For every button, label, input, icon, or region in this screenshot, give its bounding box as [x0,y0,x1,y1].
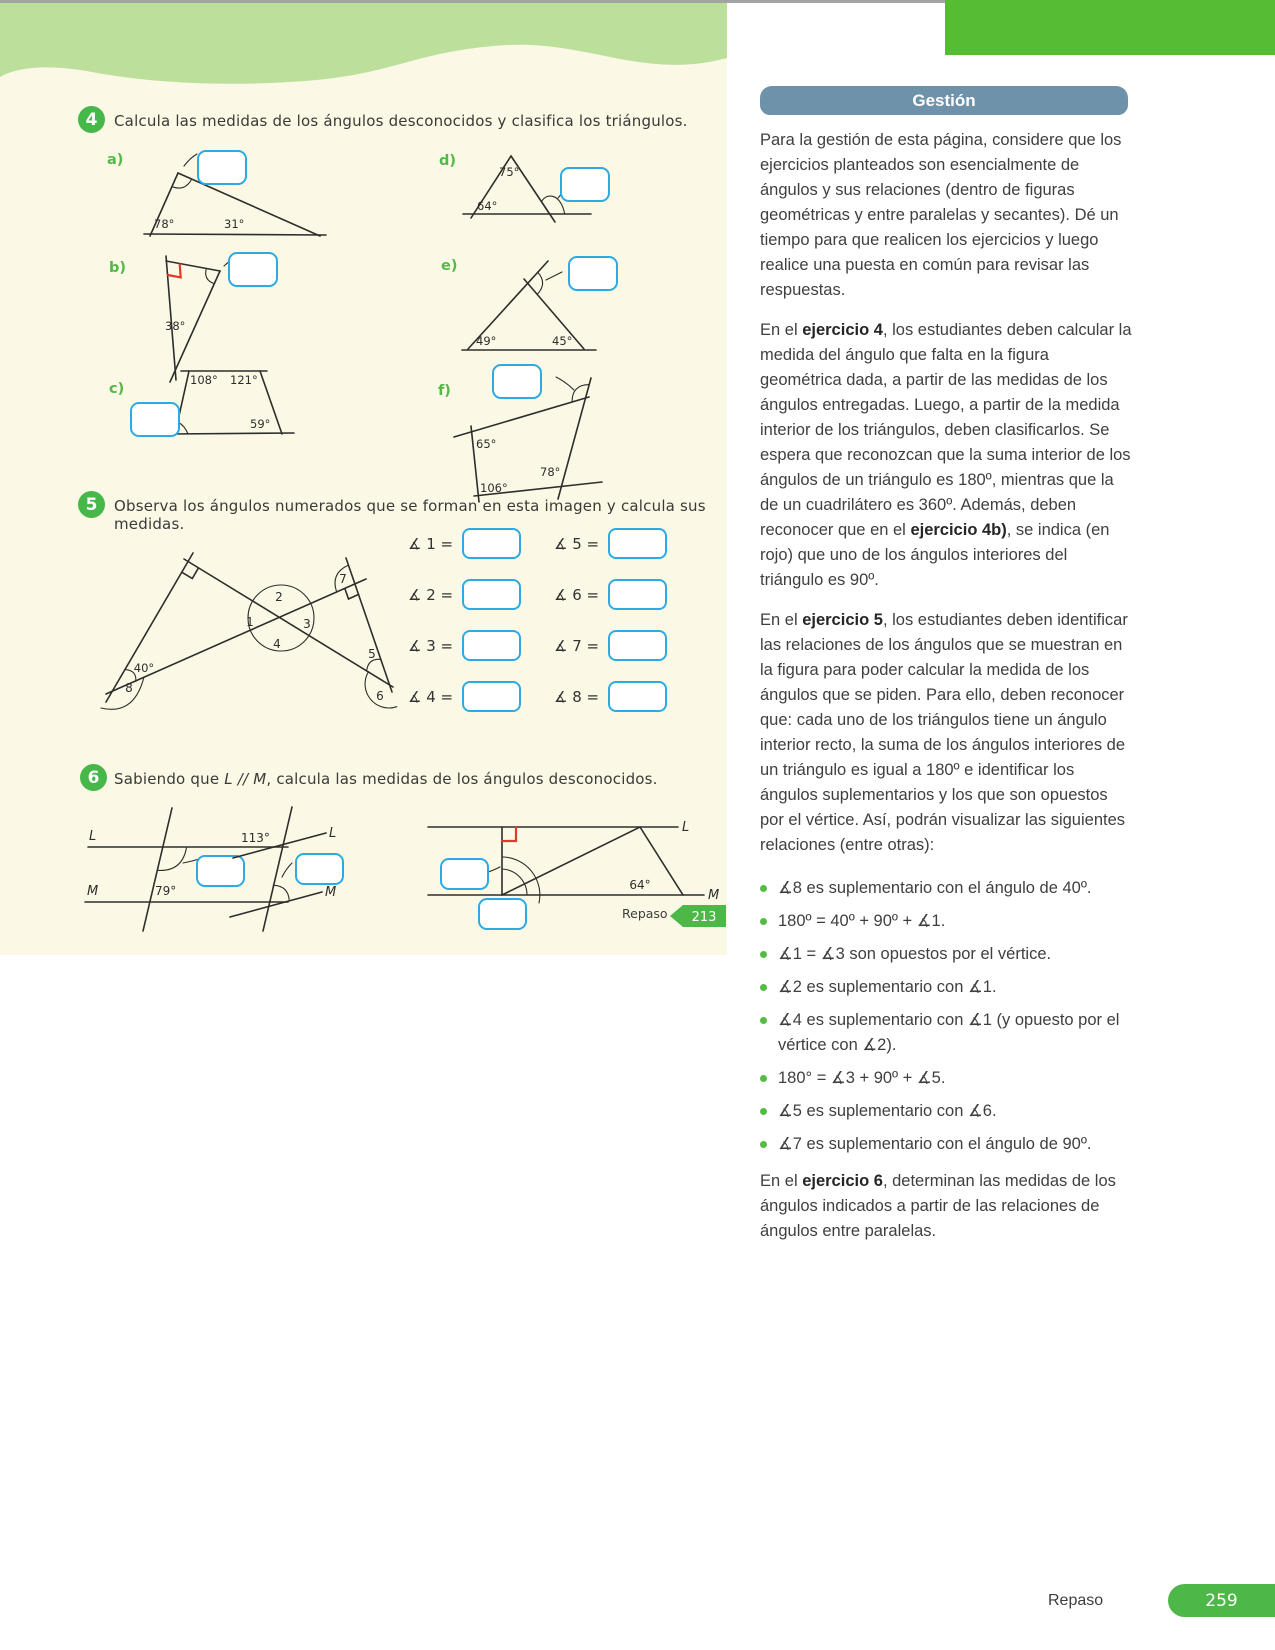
ex5-angle-label: ∡ 3 = [408,636,454,655]
svg-text:59°: 59° [250,417,271,431]
svg-text:1: 1 [246,615,254,629]
ex5-answer-box [462,681,521,712]
answer-box-6b [295,853,344,885]
ex5-answer-cell [408,579,521,610]
bullet-text: ∡2 es suplementario con ∡1. [778,978,997,996]
svg-text:49°: 49° [476,334,497,348]
gestion-paragraphs [760,128,1132,858]
figure-4c-trapezoid [168,362,300,444]
gestion-bullet [760,1132,1132,1157]
ex5-answer-box [608,630,667,661]
svg-text:213: 213 [691,910,717,925]
ex5-answer-row [408,528,658,559]
answer-box-4e [568,256,618,291]
gestion-paragraph: En el ejercicio 6, determinan las medidas de los ángulos indicados a partir de las relaciones de ángulos entre paralelas. [760,1172,1116,1240]
bullet-dot-icon [760,984,767,991]
top-green-bar [945,0,1275,55]
ex5-answer-cell [554,630,667,661]
ex5-answer-row [408,681,658,712]
sidebar-page-number-badge: 259 [1168,1584,1275,1617]
item-label-d: d) [439,153,457,169]
gestion-paragraph: Para la gestión de esta página, considere que los ejercicios planteados son esencialmente de ángulos y sus relaciones (dentro de figuras geométricas y entre paralelas y secantes). Dé un tiempo para que realicen los ejercicios y luego realice una puesta en común para revisar las respuestas. [760,131,1122,299]
svg-text:3: 3 [303,617,311,631]
gestion-closing-paragraphs [760,1169,1132,1244]
scan-edge [0,0,945,3]
ex5-answer-cell [554,681,667,712]
exercise-5-answer-grid [408,528,658,732]
svg-text:79°: 79° [155,884,177,898]
item-label-e: e) [441,258,458,274]
answer-box-4a [197,150,247,185]
answer-box-4c [130,402,180,437]
bullet-dot-icon [760,1075,767,1082]
answer-box-4d [560,167,610,202]
bullet-dot-icon [760,951,767,958]
bullet-text: ∡4 es suplementario con ∡1 (y opuesto por el vértice con ∡2). [778,1011,1120,1054]
item-label-f: f) [438,383,451,399]
svg-text:38°: 38° [165,319,186,333]
figure-5-numbered-angles [98,522,403,717]
svg-text:2: 2 [275,590,283,604]
svg-text:31°: 31° [224,217,245,231]
gestion-bullet [760,909,1132,934]
svg-text:113°: 113° [241,831,270,845]
student-footer-section: Repaso [622,906,668,921]
exercise-4-title: Calcula las medidas de los ángulos desconocidos y clasifica los triángulos. [114,112,688,130]
ex5-angle-label: ∡ 6 = [554,585,600,604]
svg-text:L: L [682,820,690,835]
svg-text:40°: 40° [133,661,155,675]
ex5-answer-cell [408,528,521,559]
svg-text:121°: 121° [230,373,258,387]
gestion-bullet-list [760,876,1132,1157]
item-label-c: c) [109,381,125,397]
svg-text:M: M [708,888,720,903]
svg-text:64°: 64° [477,199,498,213]
ex5-angle-label: ∡ 4 = [408,687,454,706]
svg-text:106°: 106° [480,481,508,495]
svg-text:L: L [89,829,97,844]
ex5-answer-cell [554,579,667,610]
ex5-answer-box [462,528,521,559]
ex5-angle-label: ∡ 1 = [408,534,454,553]
svg-text:6: 6 [376,689,384,703]
exercise-5-title: Observa los ángulos numerados que se forman en esta imagen y calcula sus medidas. [114,497,706,533]
answer-box-4f [492,364,542,399]
answer-box-4b [228,252,278,287]
svg-text:75°: 75° [499,165,520,179]
ex5-answer-box [608,681,667,712]
bullet-dot-icon [760,1141,767,1148]
ex5-answer-row [408,579,658,610]
gestion-paragraph: En el ejercicio 5, los estudiantes deben identificar las relaciones de los ángulos que se muestran en la figura para poder calcular la medida de los ángulos que se piden. Para ello, deben reconocer que: cada uno de los triángulos tiene un ángulo interior recto, la suma de los ángulos interiores de un triángulo es igual a 180º e identificar los ángulos suplementarios y los que son opuestos por el vértice. Así, podrán visualizar las siguientes relaciones (entre otras): [760,611,1128,854]
student-page-number-badge [668,902,728,929]
ex5-answer-box [608,579,667,610]
ex5-answer-box [608,528,667,559]
svg-text:4: 4 [273,637,281,651]
ex5-angle-label: ∡ 5 = [554,534,600,553]
gestion-bullet [760,1099,1132,1124]
bullet-dot-icon [760,1017,767,1024]
bullet-text: ∡7 es suplementario con el ángulo de 90º. [778,1135,1092,1153]
item-label-b: b) [109,260,127,276]
bullet-dot-icon [760,1108,767,1115]
svg-text:65°: 65° [476,437,497,451]
exercise-5-number: 5 [78,491,105,518]
ex5-answer-box [462,630,521,661]
ex5-angle-label: ∡ 2 = [408,585,454,604]
ex5-answer-cell [408,681,521,712]
exercise-4-number: 4 [78,106,105,133]
gestion-bullet [760,1066,1132,1091]
exercise-6-title: Sabiendo que L // M, calcula las medidas de los ángulos desconocidos. [114,770,658,788]
gestion-paragraph: En el ejercicio 4, los estudiantes deben calcular la medida del ángulo que falta en la figura geométrica dada, a partir de las medidas de los ángulos entregadas. Luego, a partir de la medida interior de los triángulos, deben clasificarlos. Se espera que reconozcan que la suma interior de los ángulos de un triángulo es 180º, mientras que la de un cuadrilátero es 360º. Además, deben reconocer que en el ejercicio 4b), se indica (en rojo) que uno de los ángulos interiores del triángulo es 90º. [760,321,1132,589]
bullet-text: ∡5 es suplementario con ∡6. [778,1102,997,1120]
bullet-dot-icon [760,885,767,892]
item-label-a: a) [107,152,124,168]
bullet-text: 180º = 40º + 90º + ∡1. [778,912,946,930]
svg-text:108°: 108° [190,373,218,387]
decorative-wave-band [0,3,727,99]
svg-text:7: 7 [339,572,347,586]
answer-box-6c-bottom [478,898,527,930]
exercise-6-number: 6 [80,764,107,791]
bullet-text: 180° = ∡3 + 90º + ∡5. [778,1069,946,1087]
bullet-dot-icon [760,918,767,925]
ex5-answer-row [408,630,658,661]
ex5-answer-box [462,579,521,610]
gestion-bullet [760,1008,1132,1058]
ex5-answer-cell [408,630,521,661]
ex5-angle-label: ∡ 8 = [554,687,600,706]
gestion-bullet [760,876,1132,901]
ex5-answer-cell [554,528,667,559]
answer-box-6c-left [440,858,489,890]
gestion-header: Gestión [760,86,1128,115]
sidebar-footer-section: Repaso [1048,1592,1104,1609]
svg-text:M: M [325,885,337,900]
svg-text:45°: 45° [552,334,573,348]
svg-text:64°: 64° [629,878,651,892]
svg-text:78°: 78° [540,465,561,479]
bullet-text: ∡1 = ∡3 son opuestos por el vértice. [778,945,1052,963]
svg-text:8: 8 [125,681,133,695]
svg-text:L: L [329,826,337,841]
svg-text:78°: 78° [154,217,175,231]
gestion-bullet [760,942,1132,967]
ex5-angle-label: ∡ 7 = [554,636,600,655]
gestion-body [760,128,1132,1259]
svg-text:M: M [87,884,99,899]
svg-text:5: 5 [368,647,376,661]
gestion-bullet [760,975,1132,1000]
bullet-text: ∡8 es suplementario con el ángulo de 40º. [778,879,1092,897]
